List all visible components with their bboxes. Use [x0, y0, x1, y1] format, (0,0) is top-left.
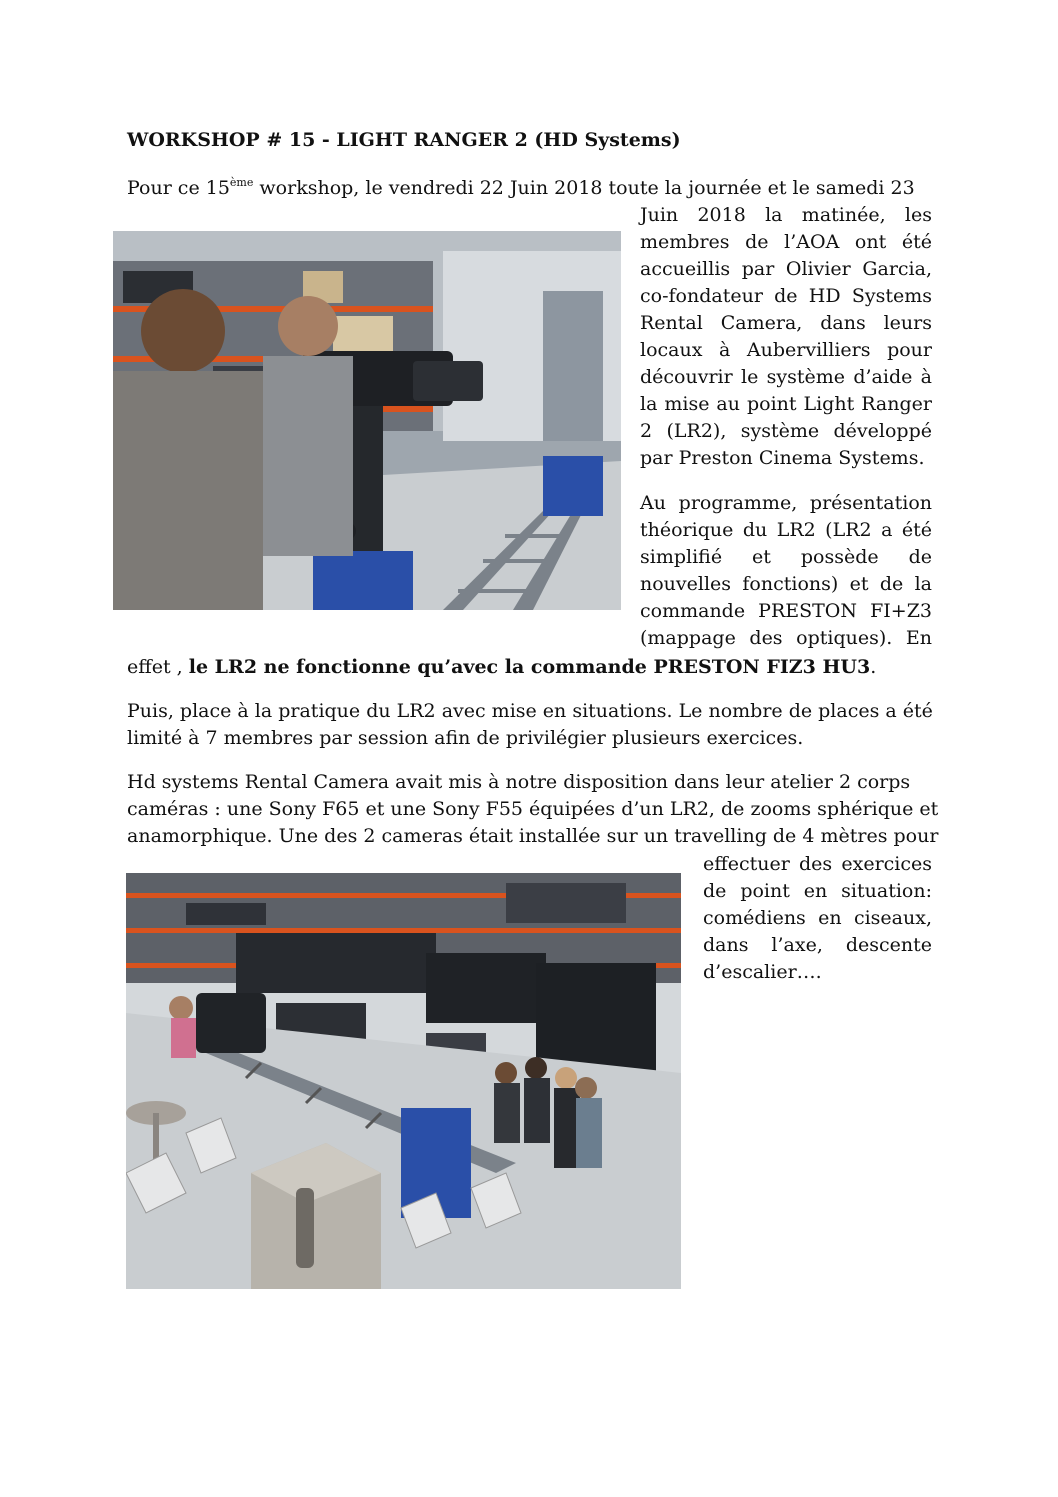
para1-line-6: Rental Camera, dans leurs — [640, 312, 932, 334]
para1-line-1 — [127, 175, 915, 202]
para2-bold-statement: le LR2 ne fonctionne qu’avec la commande PRESTON FIZ3 HU3 — [188, 656, 871, 678]
para4-side-line-3: comédiens en ciseaux, — [703, 907, 932, 929]
ordinal-superscript: ème — [229, 176, 254, 189]
para1-line1-start: Pour ce 15 — [127, 177, 230, 199]
para2-line-7 — [127, 654, 876, 681]
para2-line-5: commande PRESTON FI+Z3 — [640, 600, 932, 622]
para2-line-2: théorique du LR2 (LR2 a été — [640, 519, 932, 541]
para2-line-6: (mappage des optiques). En — [640, 627, 932, 649]
page-title: WORKSHOP # 15 - LIGHT RANGER 2 (HD Systems) — [127, 129, 681, 151]
para1-line-5: co-fondateur de HD Systems — [640, 285, 932, 307]
para1-line-11: par Preston Cinema Systems. — [640, 447, 925, 469]
para4-side-line-2: de point en situation: — [703, 880, 932, 902]
para4-line-1: Hd systems Rental Camera avait mis à notre disposition dans leur atelier 2 corps — [127, 771, 911, 793]
para2-line-4: nouvelles fonctions) et de la — [640, 573, 932, 595]
para1-line-8: découvrir le système d’aide à — [640, 366, 932, 388]
para2-last-end: . — [870, 656, 877, 678]
para4-side-line-1: effectuer des exercices — [703, 853, 932, 875]
para1-line-2: Juin 2018 la matinée, les — [640, 204, 932, 226]
para4-side-line-4: dans l’axe, descente — [703, 934, 932, 956]
para2-line-1: Au programme, présentation — [640, 492, 932, 514]
atelier-overview-photo — [126, 873, 681, 1289]
para2-line-3: simplifié et possède de — [640, 546, 932, 568]
para3-line-2: limité à 7 membres par session afin de privilégier plusieurs exercices. — [127, 727, 804, 749]
para4-line-2: caméras : une Sony F65 et une Sony F55 équipées d’un LR2, de zooms sphérique et — [127, 798, 939, 820]
para1-line-7: locaux à Aubervilliers pour — [640, 339, 932, 361]
para2-last-start: effet , — [127, 656, 189, 678]
para1-line-4: accueillis par Olivier Garcia, — [640, 258, 932, 280]
para1-line-3: membres de l’AOA ont été — [640, 231, 932, 253]
para1-line-10: 2 (LR2), système développé — [640, 420, 932, 442]
para4-side-line-5: d’escalier…. — [703, 961, 822, 983]
workshop-camera-photo — [113, 231, 621, 610]
para1-line1-end: workshop, le vendredi 22 Juin 2018 toute la journée et le samedi 23 — [253, 177, 915, 199]
para3-line-1: Puis, place à la pratique du LR2 avec mise en situations. Le nombre de places a été — [127, 700, 933, 722]
para1-line-9: la mise au point Light Ranger — [640, 393, 932, 415]
para4-line-3: anamorphique. Une des 2 cameras était installée sur un travelling de 4 mètres pour — [127, 825, 939, 847]
